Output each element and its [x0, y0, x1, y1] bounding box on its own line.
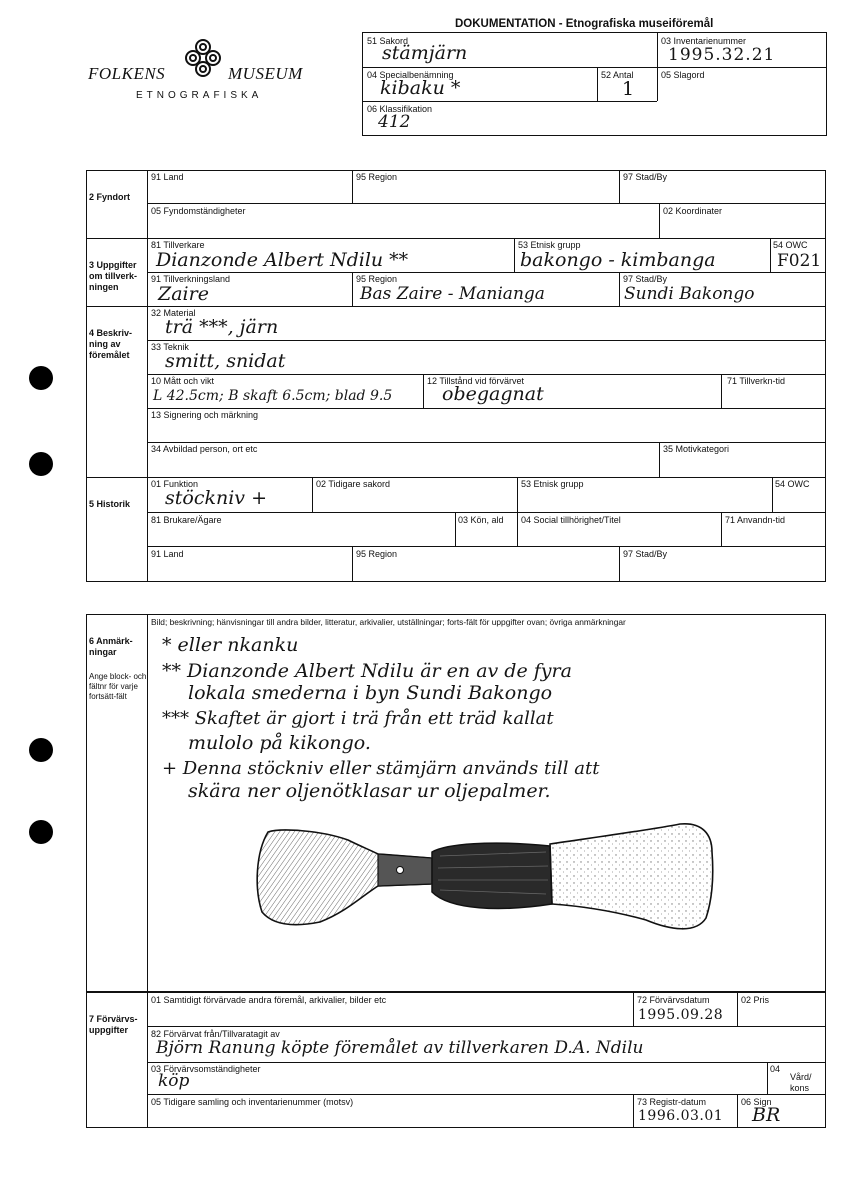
section-fyndort: 2 Fyndort — [89, 192, 131, 202]
note-line: + Denna stöckniv eller stämjärn används till att — [162, 758, 600, 779]
funktion-label: 01 Funktion — [151, 479, 199, 489]
museum-name-left: FOLKENS — [88, 64, 166, 83]
trefoil-logo-icon — [183, 38, 223, 78]
section-historik: 5 Historik — [89, 499, 131, 509]
slagord-label: 05 Slagord — [661, 70, 705, 80]
owc-value: F021 — [777, 251, 822, 271]
pris-label: 02 Pris — [741, 995, 770, 1005]
punch-hole — [29, 738, 53, 762]
social-label: 04 Social tillhörighet/Titel — [521, 515, 621, 525]
note-line: ** Dianzonde Albert Ndilu är en av de fyra — [162, 660, 572, 682]
klassifikation-value: 412 — [378, 112, 411, 132]
special-value: kibaku * — [380, 77, 461, 99]
registr-datum-label: 73 Registr-datum — [637, 1097, 707, 1107]
tillstand-value: obegagnat — [442, 383, 544, 405]
museum-logo — [88, 38, 318, 108]
section-anmarkningar — [89, 636, 147, 658]
tillverkn-tid-label: 71 Tillverkn-tid — [727, 376, 786, 386]
historik-region-label: 95 Region — [356, 549, 398, 559]
special-label: 04 Specialbenämning — [367, 70, 454, 80]
motivkategori-label: 35 Motivkategori — [663, 444, 730, 454]
vard-text-inner: Vård/ kons — [790, 1072, 812, 1093]
tillverkningsland-value: Zaire — [158, 283, 209, 305]
vard-label: 04 — [770, 1064, 781, 1074]
fyndort-stad-label: 97 Stad/By — [623, 172, 668, 182]
punch-hole — [29, 820, 53, 844]
vard-text — [790, 1072, 820, 1094]
forvarvat-fran-label: 82 Förvärvat från/Tillvaratagit av — [151, 1029, 280, 1039]
teknik-value: smitt, snidat — [165, 350, 286, 372]
kon-label: 03 Kön, ald — [458, 515, 504, 525]
chisel-handle — [550, 824, 713, 929]
note-line: skära ner oljenötklasar ur oljepalmer. — [188, 780, 551, 802]
tillverkning-stad-label: 97 Stad/By — [623, 274, 668, 284]
fyndort-region-label: 95 Region — [356, 172, 398, 182]
section-forvarv — [89, 1014, 147, 1036]
anvandn-tid-label: 71 Anvandn-tid — [725, 515, 786, 525]
section-beskrivning — [89, 328, 147, 361]
brukare-label: 81 Brukare/Ägare — [151, 515, 222, 525]
avbildad-label: 34 Avbildad person, ort etc — [151, 444, 258, 454]
sign-value: BR — [752, 1104, 781, 1126]
note-line: mulolo på kikongo. — [188, 732, 371, 754]
material-label: 32 Material — [151, 308, 196, 318]
tillverkare-value: Dianzonde Albert Ndilu ** — [156, 249, 409, 271]
teknik-label: 33 Teknik — [151, 342, 189, 352]
sakord-label: 51 Sakord — [367, 36, 409, 46]
funktion-value: stöckniv + — [165, 487, 267, 509]
note-line: * eller nkanku — [162, 634, 299, 656]
museum-subtitle: ETNOGRAFISKA — [136, 90, 263, 101]
klassifikation-label: 06 Klassifikation — [367, 104, 433, 114]
tillverkning-region-value: Bas Zaire - Manianga — [360, 284, 545, 304]
tillverkning-stad-value: Sundi Bakongo — [624, 284, 755, 304]
tillverkare-label: 81 Tillverkare — [151, 240, 205, 250]
sakord-value: stämjärn — [382, 42, 468, 64]
section-anmarkningar-text: 6 Anmärk-ningar — [89, 636, 133, 657]
section-uppgifter — [89, 260, 149, 293]
sign-label: 06 Sign — [741, 1097, 772, 1107]
historik-owc-label: 54 OWC — [775, 479, 810, 489]
section-uppgifter-text: 3 Uppgifter om tillverk-ningen — [89, 260, 138, 292]
matt-value: L 42.5cm; B skaft 6.5cm; blad 9.5 — [153, 388, 393, 404]
antal-value: 1 — [622, 78, 635, 100]
historik-stad-label: 97 Stad/By — [623, 549, 668, 559]
tillstand-label: 12 Tillstånd vid förvärvet — [427, 376, 525, 386]
signering-label: 13 Signering och märkning — [151, 410, 259, 420]
tidigare-samling-label: 05 Tidigare samling och inventarienummer (motsv) — [151, 1097, 354, 1107]
forvarvsdatum-label: 72 Förvärvsdatum — [637, 995, 710, 1005]
etnisk-grupp-label: 53 Etnisk grupp — [518, 240, 581, 250]
owc-label: 54 OWC — [773, 240, 808, 250]
material-value: trä ***, järn — [165, 316, 279, 338]
historik-land-label: 91 Land — [151, 549, 184, 559]
fyndort-koord-label: 02 Koordinater — [663, 206, 723, 216]
note-line: lokala smederna i byn Sundi Bakongo — [188, 682, 553, 704]
tillverkningsland-label: 91 Tillverkningsland — [151, 274, 231, 284]
tillverkning-region-label: 95 Region — [356, 274, 398, 284]
chisel-collar — [432, 843, 552, 908]
form-title: DOKUMENTATION - Etnografiska museiföremål — [455, 18, 714, 30]
forvarvat-fran-value: Björn Ranung köpte föremålet av tillverkaren D.A. Ndilu — [156, 1038, 644, 1058]
anmarkningar-header: Bild; beskrivning; hänvisningar till andra bilder, litteratur, arkivalier, utställningar; forts-fält för uppgifter ovan; övriga anmärkningar — [151, 617, 626, 627]
section-anmarkningar-sub-text: Ange block- och fältnr för varje fortsätt-fält — [89, 672, 147, 701]
inventarie-value: 1995.32.21 — [668, 45, 776, 65]
matt-label: 10 Mått och vikt — [151, 376, 215, 386]
registr-datum-value: 1996.03.01 — [638, 1108, 724, 1124]
fyndort-omst-label: 05 Fyndomständigheter — [151, 206, 246, 216]
samtidigt-label: 01 Samtidigt förvärvade andra föremål, arkivalier, bilder etc — [151, 995, 387, 1005]
forvarvsomst-value: köp — [158, 1071, 190, 1091]
punch-hole — [29, 366, 53, 390]
section-anmarkningar-sub — [89, 672, 147, 702]
antal-label: 52 Antal — [601, 70, 634, 80]
historik-etnisk-label: 53 Etnisk grupp — [521, 479, 584, 489]
chisel-illustration — [250, 818, 720, 948]
forvarvsdatum-value: 1995.09.28 — [638, 1007, 724, 1023]
chisel-shank — [378, 854, 432, 886]
tidigare-sakord-label: 02 Tidigare sakord — [316, 479, 391, 489]
etnisk-grupp-value: bakongo - kimbanga — [520, 249, 716, 271]
museum-name-right: MUSEUM — [228, 64, 303, 83]
punch-hole — [29, 452, 53, 476]
forvarvsomst-label: 03 Förvärvsomständigheter — [151, 1064, 261, 1074]
fyndort-land-label: 91 Land — [151, 172, 184, 182]
inventarie-label: 03 Inventarienummer — [661, 36, 747, 46]
section-beskrivning-text: 4 Beskriv-ning av föremålet — [89, 328, 133, 360]
note-line: *** Skaftet är gjort i trä från ett träd kallat — [162, 708, 554, 729]
section-forvarv-text: 7 Förvärvs-uppgifter — [89, 1014, 138, 1035]
